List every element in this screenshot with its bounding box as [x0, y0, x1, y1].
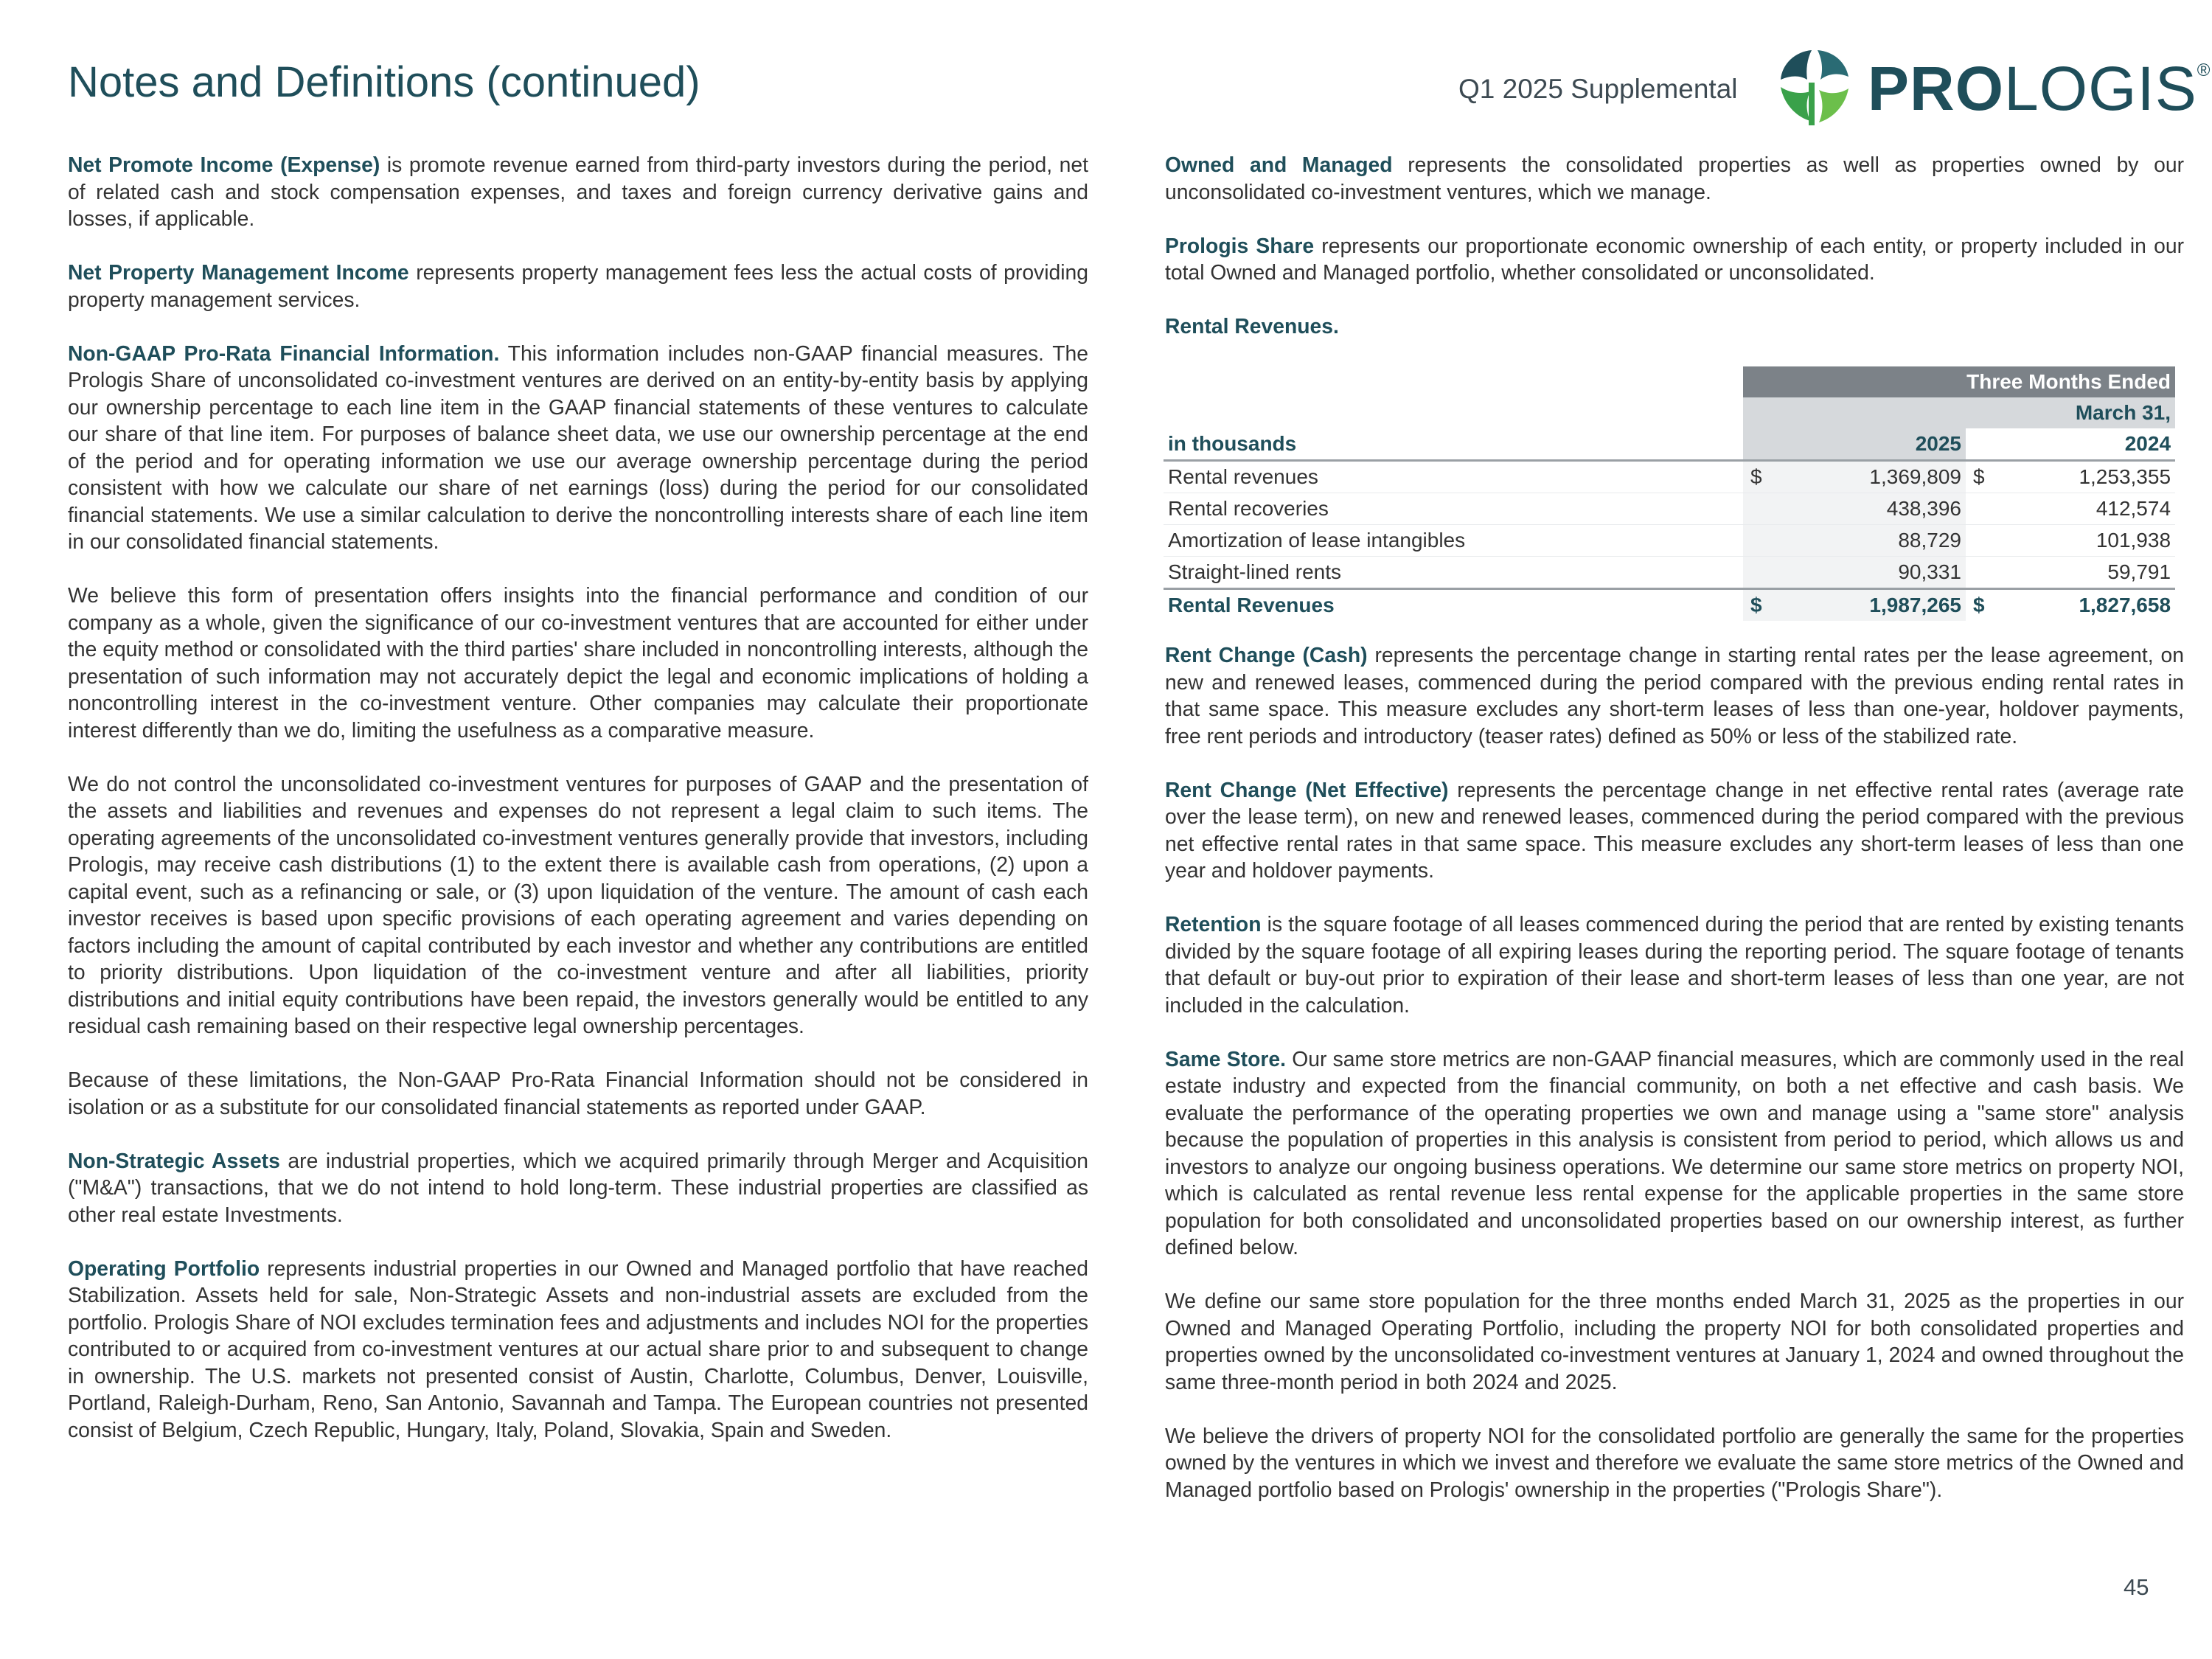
right-column — [1165, 151, 2184, 1530]
report-subtitle: Q1 2025 Supplemental — [1458, 74, 1738, 104]
definition-retention: Retention is the square footage of all leases commenced during the period that are rented by existing tenants divided by the square footage of all expiring leases during the reporting period. The square footage of tenants that default or buy-out prior to expiration of their lease and short-term leases of less than one year, are not included in the calculation. — [1165, 912, 2184, 1017]
definition-rent-change-net-effective: Rent Change (Net Effective) represents the percentage change in net effective rental rates (average rate over the lease term), on new and renewed leases, commenced during the period compared with the previous net effective rental rates in that same space. This measure excludes any short-term leases of less than one year and holdover payments. — [1165, 777, 2184, 882]
table-header-period — [1164, 397, 2175, 428]
definition-rent-change-cash: Rent Change (Cash) represents the percentage change in starting rental rates per the lease agreement, on new and renewed leases, commenced during the period compared with the previous ending rental rates in that same space. This measure excludes any short-term leases of less than one-year, holdover payments, free rent periods and introductory (teaser rates) defined as 50% or less of the stabilized rate. — [1165, 643, 2184, 748]
definition-net-property-management-income: Net Property Management Income represents property management fees less the actual costs of providing property management services. — [68, 260, 1088, 311]
paragraph-noi-drivers: We believe the drivers of property NOI for the consolidated portfolio are generally the same for the properties owned by the ventures in which we invest and therefore we evaluate the same store metrics of the Owned and Managed portfolio based on Prologis' ownership in the properties ("Prologis Share"). — [1165, 1423, 2184, 1501]
page-title: Notes and Definitions (continued) — [68, 58, 700, 106]
table-row: Rental revenues $ 1,369,809 $ 1,253,355 — [1164, 461, 2175, 493]
table-header-band — [1164, 366, 2175, 397]
paragraph-limitations: Because of these limitations, the Non-GAAP Pro-Rata Financial Information should not be considered in isolation or as a substitute for our consolidated financial statements as reported under GAAP. — [68, 1068, 1088, 1119]
header-march-31: March 31, — [1743, 397, 2175, 428]
paragraph-same-store-population: We define our same store population for the three months ended March 31, 2025 as the properties in our Owned and Managed Operating Portfolio, including the property NOI for both consolidated properties and properties owned by the unconsolidated co-investment ventures at January 1, 2024 and owned throughout the same three-month period in both 2024 and 2025. — [1165, 1289, 2184, 1394]
definition-net-promote-income: Net Promote Income (Expense) is promote revenue earned from third-party investors during the period, net of related cash and stock compensation expenses, and taxes and foreign currency derivative gains and losses, if applicable. — [68, 153, 1088, 230]
prologis-wordmark: PROLOGIS® — [1868, 54, 2211, 123]
table-row: Straight-lined rents 90,331 59,791 — [1164, 557, 2175, 589]
rental-revenues-table — [1164, 366, 2175, 621]
units-label: in thousands — [1164, 428, 1743, 461]
term-label: Owned and Managed — [1165, 153, 1393, 176]
prologis-logo — [1773, 46, 2211, 127]
term-label: Net Property Management Income — [68, 260, 409, 284]
table-row: Rental recoveries 438,396 412,574 — [1164, 493, 2175, 525]
paragraph-presentation-insights: We believe this form of presentation offers insights into the financial performance and condition of our company as a whole, given the significance of our co-investment ventures that are accounted for either under the equity method or consolidated with the third parties' share included in noncontrolling interests, although the presentation of such information may not accurately depict the legal and economic implications of holding a noncontrolling interest in the co-investment venture. Other companies may calculate their proportionate interest differently than we do, limiting the usefulness as a comparative measure. — [68, 583, 1088, 742]
definition-non-strategic-assets: Non-Strategic Assets are industrial properties, which we acquired primarily through Merger and Acquisition ("M&A") transactions, that we do not intend to hold long-term. These industrial properties are classified as other real estate Investments. — [68, 1148, 1089, 1226]
definition-non-gaap-pro-rata: Non-GAAP Pro-Rata Financial Information. This information includes non-GAAP financial measures. The Prologis Share of unconsolidated co-investment ventures are derived on an entity-by-entity basis by applying our ownership percentage to each line item in the GAAP financial statements of these ventures to calculate our share of that line item. For purposes of balance sheet data, we use our ownership percentage at the end of the period and for operating information we use our average ownership percentage during the period consistent with how we calculate our share of net earnings (loss) during the period for our consolidated financial statements. We use a similar calculation to derive the noncontrolling interests share of each line item in our consolidated financial statements. — [68, 341, 1088, 553]
table-total-row: Rental Revenues $ 1,987,265 $ 1,827,658 — [1164, 589, 2175, 622]
left-column — [68, 151, 1088, 1470]
term-label: Net Promote Income (Expense) — [68, 153, 380, 176]
prologis-logo-icon — [1773, 46, 1856, 127]
term-label: Operating Portfolio — [68, 1256, 260, 1280]
definition-operating-portfolio: Operating Portfolio represents industrial properties in our Owned and Managed portfolio that have reached Stabilization. Assets held for sale, Non-Strategic Assets and non-industrial assets are excluded from the portfolio. Prologis Share of NOI excludes termination fees and adjustments and includes NOI for the properties contributed to or acquired from co-investment ventures at our actual share prior to and subsequent to change in ownership. The U.S. markets not presented consist of Austin, Charlotte, Columbus, Denver, Louisville, Portland, Raleigh-Durham, Reno, San Antonio, Savannah and Tampa. The European countries not presented consist of Belgium, Czech Republic, Hungary, Italy, Poland, Slovakia, Spain and Sweden. — [68, 1256, 1088, 1441]
year-2025-header: 2025 — [1743, 428, 1966, 461]
rental-revenues-heading: Rental Revenues. — [1165, 314, 1339, 338]
paragraph-no-control: We do not control the unconsolidated co-investment ventures for purposes of GAAP and the presentation of the assets and liabilities and revenues and expenses do not represent a legal claim to such items. The operating agreements of the unconsolidated co-investment ventures generally provide that investors, including Prologis, may receive cash distributions (1) to the extent there is available cash from operations, (2) upon a capital event, such as a refinancing or sale, or (3) upon liquidation of the venture. The amount of cash each investor receives is based upon specific provisions of each operating agreement and varies depending on factors including the amount of capital contributed by each investor and whether any contributions are entitled to priority distributions. Upon liquidation of the co-investment venture and after all liabilities, priority distributions and initial equity contributions have been repaid, the investors generally would be entitled to any residual cash remaining based on their respective legal ownership percentages. — [68, 771, 1088, 1037]
term-label: Rent Change (Net Effective) — [1165, 777, 1449, 801]
header-three-months-ended: Three Months Ended — [1743, 366, 2175, 397]
term-label: Non-Strategic Assets — [68, 1148, 280, 1172]
table-row: Amortization of lease intangibles 88,729 101,938 — [1164, 525, 2175, 557]
table-header-years — [1164, 428, 2175, 461]
definition-prologis-share: Prologis Share represents our proportionate economic ownership of each entity, or property included in our total Owned and Managed portfolio, whether consolidated or unconsolidated. — [1165, 233, 2184, 284]
term-label: Prologis Share — [1165, 233, 1315, 257]
term-label: Same Store. — [1165, 1046, 1286, 1071]
term-label: Retention — [1165, 912, 1262, 936]
page-number: 45 — [2124, 1574, 2149, 1600]
definition-same-store: Same Store. Our same store metrics are non-GAAP financial measures, which are commonly used in the real estate industry and expected from the financial community, on both a net effective and cash basis. We evaluate the performance of the operating properties we own and manage using a "same store" analysis because the population of properties in this analysis is consistent from period to period, which allows us and investors to analyze our ongoing business operations. We determine our same store metrics on property NOI, which is calculated as rental revenue less rental expense for the applicable properties in the same store population for both consolidated and unconsolidated properties based on our ownership interest, as further defined below. — [1165, 1046, 2184, 1259]
year-2024-header: 2024 — [1966, 428, 2175, 461]
term-label: Non-GAAP Pro-Rata Financial Information. — [68, 341, 500, 365]
term-label: Rent Change (Cash) — [1165, 643, 1368, 667]
definition-owned-and-managed: Owned and Managed represents the consolidated properties as well as properties owned by our unconsolidated co-investment ventures, which we manage. — [1165, 153, 2184, 204]
